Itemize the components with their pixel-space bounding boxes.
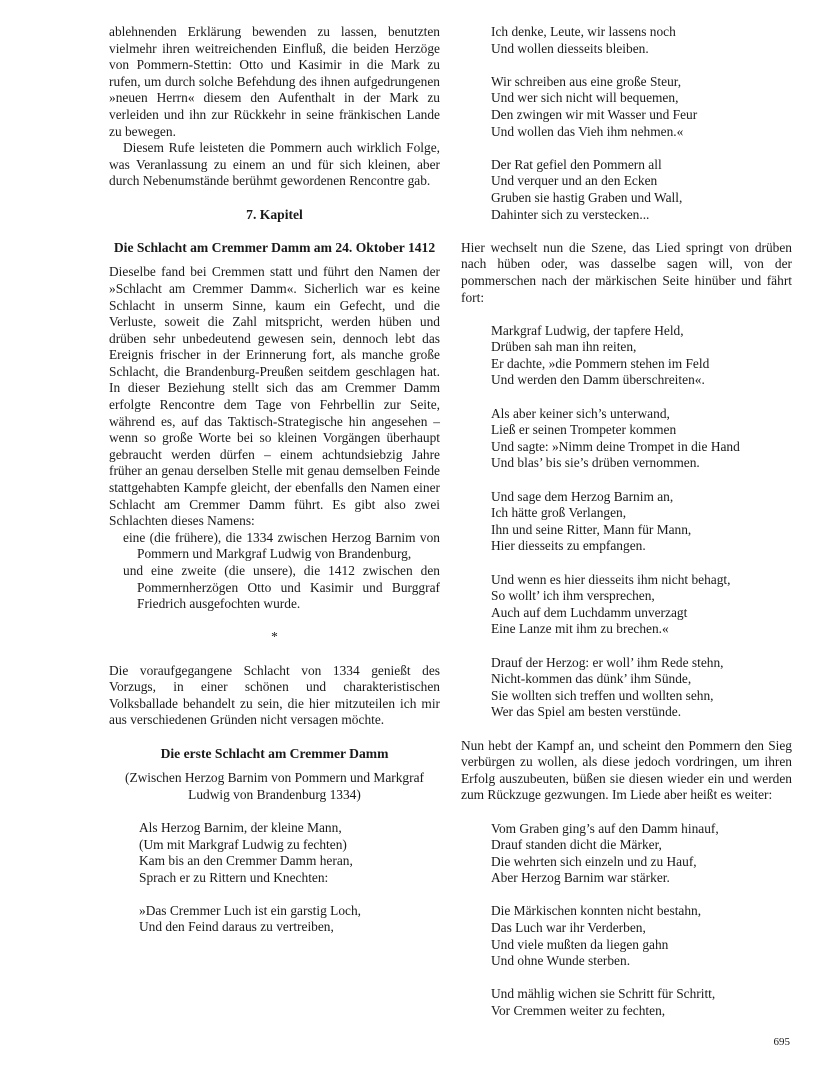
verse-line: Aber Herzog Barnim war stärker. [491,870,670,886]
verse-line: Wir schreiben aus eine große Steur, [491,73,682,89]
page-number: 695 [773,1036,790,1048]
stanza [461,323,792,389]
verse-line: Und wollen diesseits bleiben. [491,40,649,56]
ballad-subtitle: (Zwischen Herzog Barnim von Pommern und Markgraf Ludwig von Brandenburg 1334) [125,770,424,802]
intro-paragraph-2: Diesem Rufe leisteten die Pommern auch wirklich Folge, was Veranlassung zu einem an und für sich kleinen, aber durch Nebenumstände berühmt gewordenen Rencontre gab. [109,140,440,189]
verse-line: Nicht-kommen das dünk’ ihm Sünde, [491,671,692,687]
list-item: und eine zweite (die unsere), die 1412 zwischen den Pommernherzögen Otto und Kasimir und Burggraf Friedrich ausgefochten wurde. [123,563,440,612]
verse-line: Vor Cremmen weiter zu fechten, [491,1003,666,1019]
verse-line: Und sagte: »Nimm deine Trompet in die Hand [491,438,740,454]
verse-line: So wollt’ ich ihm versprechen, [491,588,655,604]
right-column [461,24,792,1020]
verse-line: Das Luch war ihr Verderben, [491,920,646,936]
stanza [461,24,792,57]
chapter-title: Die Schlacht am Cremmer Damm am 24. Oktober 1412 [113,239,436,255]
verse-line: Und wenn es hier diesseits ihm nicht behagt, [491,571,731,587]
verse-line: Ließ er seinen Trompeter kommen [491,422,677,438]
stanza [461,903,792,969]
stanza [461,489,792,555]
verse-line: Der Rat gefiel den Pommern all [491,156,662,172]
intro-paragraph-1: ablehnenden Erklärung bewenden zu lassen, benutzten vielmehr ihren weitreichenden Einfluß, die beiden Herzöge von Pommern-Stettin: Otto und Kasimir in die Mark zu rufen, um durch solche Befehdung des ihnen aufgedrungenen »neuen Herrn« diesem den Aufenthalt in der Mark zu verleiden und ihn zur Rückkehr in seine fränkischen Lande zu bewegen. [109,24,440,139]
stanza [461,572,792,638]
verse-line: Sie wollten sich treffen und wollten sehn, [491,687,714,703]
stanza [461,655,792,721]
verse-line: Wer das Spiel am besten verstünde. [491,704,682,720]
verse-line: Und sage dem Herzog Barnim an, [491,488,674,504]
section-asterisk: * [271,629,278,645]
verse-line: Und mählig wichen sie Schritt für Schritt, [491,986,716,1002]
verse-line: Den zwingen wir mit Wasser und Feur [491,106,698,122]
verse-line: Und viele mußten da liegen gahn [491,936,669,952]
verse-line: Sprach er zu Rittern und Knechten: [139,869,329,885]
verse-line: Und wollen das Vieh ihm nehmen.« [491,123,684,139]
verse-line: Gruben sie hastig Graben und Wall, [491,189,683,205]
stanza [461,821,792,887]
verse-line: Und den Feind daraus zu vertreiben, [139,919,334,935]
stanza [109,903,440,936]
left-column [109,24,440,936]
verse-line: Und werden den Damm überschreiten«. [491,372,705,388]
verse-line: Und wer sich nicht will bequemen, [491,90,679,106]
verse-line: Markgraf Ludwig, der tapfere Held, [491,322,684,338]
verse-line: Als aber keiner sich’s unterwand, [491,405,670,421]
ballad-intro-paragraph: Die voraufgegangene Schlacht von 1334 genießt des Vorzugs, in einer schönen und charakteristischen Volksballade behandelt zu sein, die hier mitzuteilen ich mir aus verschiedenen Gründen nicht versagen möchte. [109,662,440,728]
body-paragraph: Dieselbe fand bei Cremmen statt und führt den Namen der »Schlacht am Cremmer Damm«. Sicherlich war es keine Schlacht in unserm Sinne, kaum ein Gefecht, und die Verluste, soweit die Zahl mitspricht, werden hüben und drüben sehr unbedeutend gewesen sein, dennoch lebt das Ereignis frischer in der Erinnerung fort, als manche große Schlacht, die Brandenburg-Preußen seitdem geschlagen hat. In dieser Beziehung stellt sich das am Cremmer Damm erfolgte Rencontre dem Tage von Fehrbellin zur Seite, während es, auf das Taktisch-Strategische hin angesehen – wenn so große Worte bei so kleinen Vorgängen überhaupt gebraucht werden dürfen – einem achtundsiebzig Jahre früher an genau derselben Stelle mit genau demselben Feinde stattgehabten Kampfe gleicht, der ebenfalls den Namen einer Schlacht am Cremmer Damm führt. Es gibt also zwei Schlachten dieses Namens: [109,264,440,529]
prose-paragraph: Hier wechselt nun die Szene, das Lied springt von drüben nach hüben oder, was dasselbe sagen will, von der pommerschen nach der märkischen Seite hinüber und fährt fort: [461,239,792,305]
verse-line: Dahinter sich zu verstecken... [491,206,650,222]
verse-line: Und verquer und an den Ecken [491,173,658,189]
verse-line: Kam bis an den Cremmer Damm heran, [139,853,353,869]
verse-line: Vom Graben ging’s auf den Damm hinauf, [491,820,719,836]
verse-line: Ich denke, Leute, wir lassens noch [491,24,676,39]
verse-line: Eine Lanze mit ihm zu brechen.« [491,621,669,637]
verse-line: (Um mit Markgraf Ludwig zu fechten) [139,836,347,852]
verse-line: »Das Cremmer Luch ist ein garstig Loch, [139,902,362,918]
ballad-title: Die erste Schlacht am Cremmer Damm [160,745,389,761]
stanza [461,74,792,140]
stanza [461,406,792,472]
stanza [461,157,792,223]
verse-line: Die Märkischen konnten nicht bestahn, [491,903,702,919]
prose-paragraph: Nun hebt der Kampf an, und scheint den Pommern den Sieg verbürgen zu wollen, als diese jedoch vordringen, um ihren Erfolg auszubeuten, büßen sie diesen wieder ein und werden zum Rückzuge gezwungen. Im Liede aber heißt es weiter: [461,737,792,803]
verse-line: Drauf standen dicht die Märker, [491,837,662,853]
stanza [461,986,792,1019]
verse-line: Hier diesseits zu empfangen. [491,538,646,554]
verse-line: Und blas’ bis sie’s drüben vernommen. [491,455,700,471]
verse-line: Ihn und seine Ritter, Mann für Mann, [491,521,692,537]
verse-line: Er dachte, »die Pommern stehen im Feld [491,355,710,371]
chapter-number: 7. Kapitel [246,206,303,222]
verse-line: Drauf der Herzog: er woll’ ihm Rede stehn, [491,654,724,670]
verse-line: Die wehrten sich einzeln und zu Hauf, [491,853,697,869]
verse-line: Und ohne Wunde sterben. [491,953,631,969]
verse-line: Als Herzog Barnim, der kleine Mann, [139,819,342,835]
verse-line: Auch auf dem Luchdamm unverzagt [491,604,688,620]
verse-line: Drüben sah man ihn reiten, [491,339,637,355]
stanza [109,820,440,886]
verse-line: Ich hätte groß Verlangen, [491,505,627,521]
list-item: eine (die frühere), die 1334 zwischen Herzog Barnim von Pommern und Markgraf Ludwig von Brandenburg, [123,529,440,562]
